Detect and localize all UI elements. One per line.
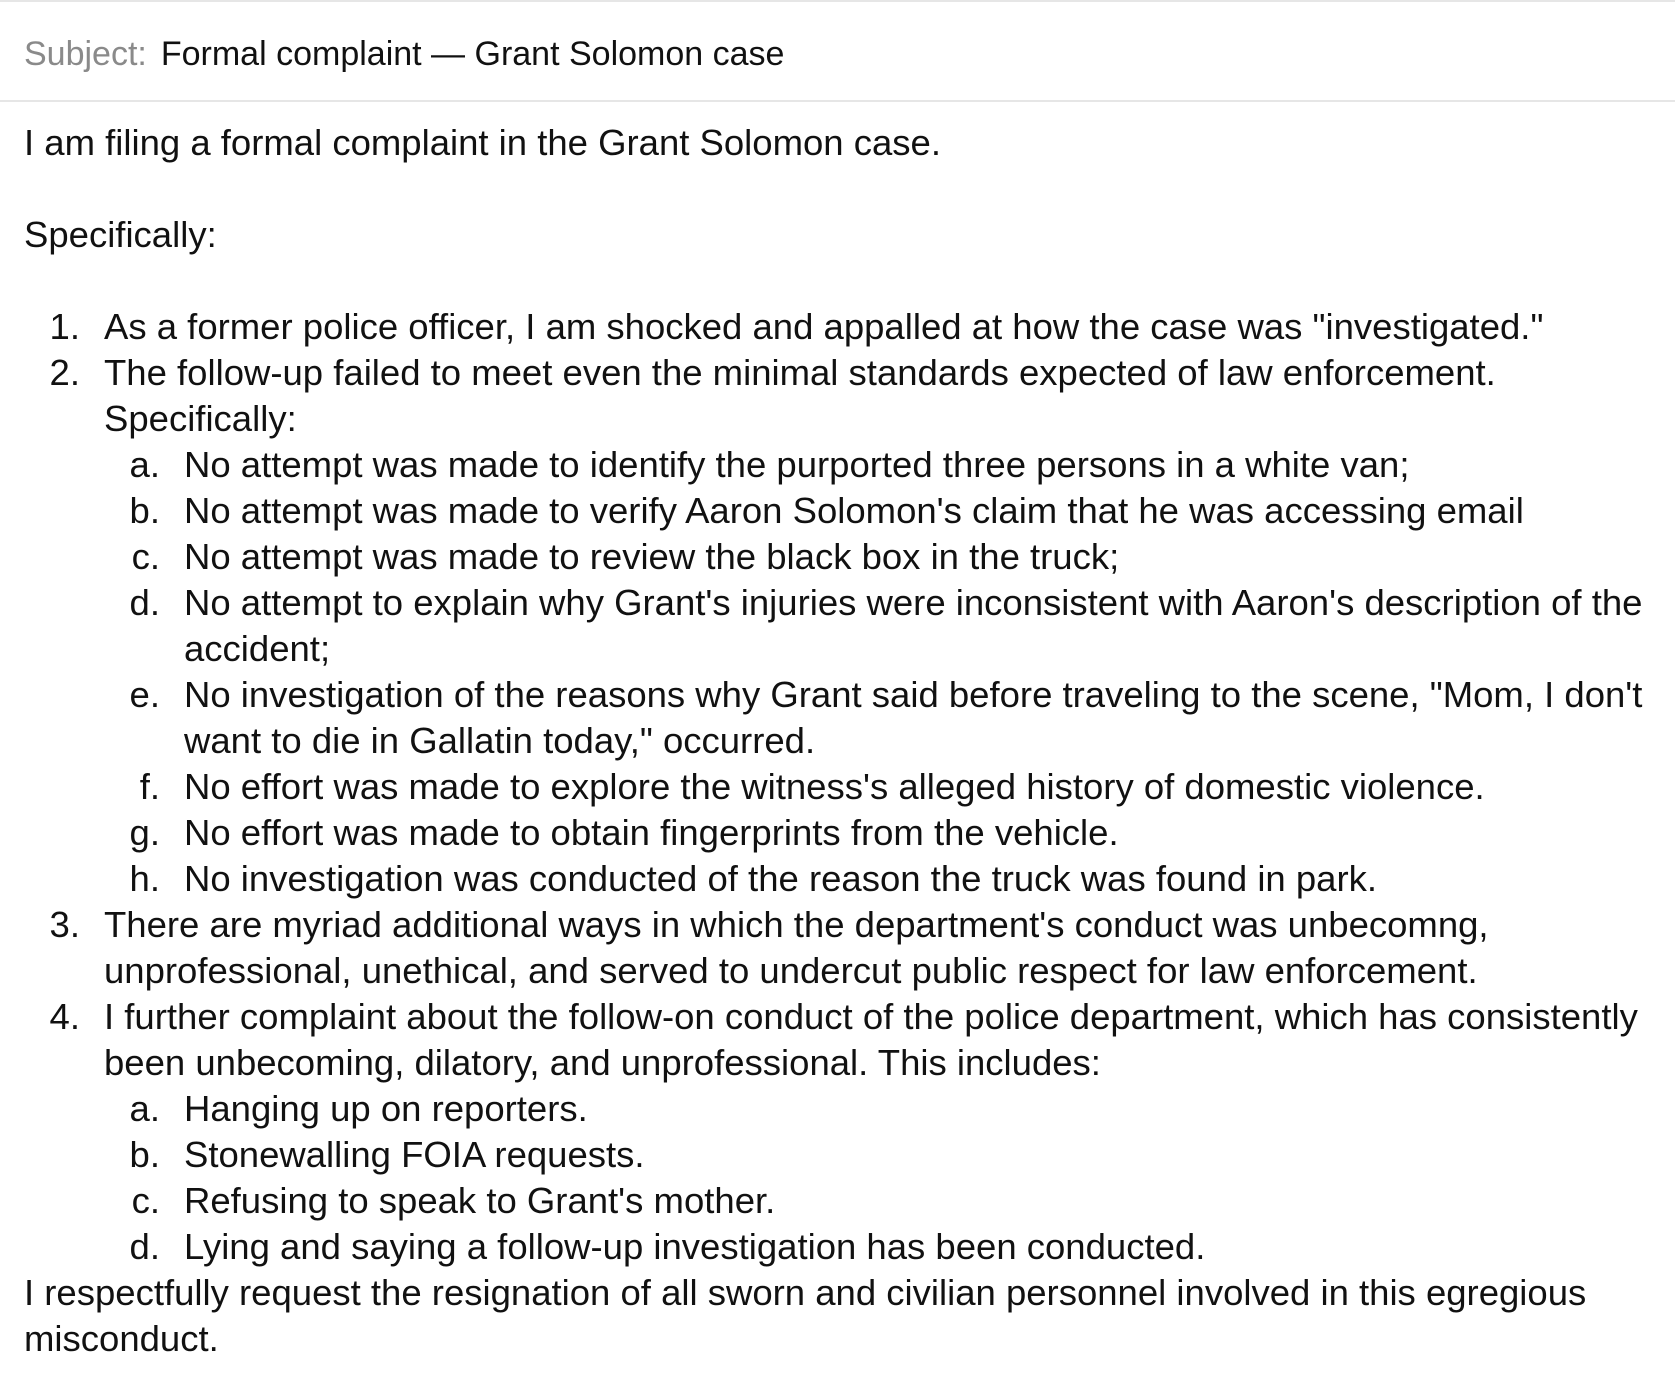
subject-label: Subject:: [24, 35, 147, 73]
sub-item-text: No investigation of the reasons why Grant said before traveling to the scene, "Mom, I don't want to die in Gallatin today," occurred.: [184, 674, 1643, 761]
specifically-heading: Specifically:: [24, 214, 217, 255]
list-item-text: The follow-up failed to meet even the minimal standards expected of law enforcement. Specifically:: [104, 352, 1496, 439]
subject-divider: [0, 100, 1675, 102]
sub-item-text: No attempt to explain why Grant's injuries were inconsistent with Aaron's description of the accident;: [184, 582, 1643, 669]
sub-item-text: No attempt was made to review the black box in the truck;: [184, 536, 1120, 577]
top-divider: [0, 0, 1675, 2]
complaint-list: [24, 304, 1664, 1270]
sub-item-letter: c.: [131, 536, 160, 577]
list-item-number: 2.: [49, 352, 80, 393]
subject-row[interactable]: [24, 30, 784, 78]
sub-list-item: [104, 580, 1664, 672]
closing-paragraph: I respectfully request the resignation of all sworn and civilian personnel involved in this egregious misconduct.: [24, 1272, 1587, 1359]
sub-item-text: Refusing to speak to Grant's mother.: [184, 1180, 776, 1221]
list-item: [24, 304, 1664, 350]
sub-list-item: [104, 488, 1664, 534]
list-item-number: 3.: [49, 904, 80, 945]
sub-item-letter: a.: [129, 1088, 160, 1129]
sub-item-text: No effort was made to obtain fingerprints from the vehicle.: [184, 812, 1119, 853]
list-item: [24, 350, 1664, 902]
list-item-text: I further complaint about the follow-on conduct of the police department, which has consistently been unbecoming, dilatory, and unprofessional. This includes:: [104, 996, 1638, 1083]
sub-item-letter: e.: [129, 674, 160, 715]
sub-item-letter: h.: [129, 858, 160, 899]
list-item: [24, 902, 1664, 994]
sub-list: [104, 442, 1664, 902]
sub-list-item: [104, 1132, 1664, 1178]
sub-item-text: No attempt was made to identify the purported three persons in a white van;: [184, 444, 1410, 485]
sub-item-letter: c.: [131, 1180, 160, 1221]
list-item-text: There are myriad additional ways in which the department's conduct was unbecomng, unprofessional, unethical, and served to undercut public respect for law enforcement.: [104, 904, 1489, 991]
sub-item-letter: b.: [129, 490, 160, 531]
sub-list-item: [104, 1178, 1664, 1224]
sub-item-text: Stonewalling FOIA requests.: [184, 1134, 645, 1175]
sub-item-letter: a.: [129, 444, 160, 485]
sub-list-item: [104, 534, 1664, 580]
intro-paragraph: I am filing a formal complaint in the Grant Solomon case.: [24, 122, 941, 163]
list-item-number: 4.: [49, 996, 80, 1037]
sub-item-text: Hanging up on reporters.: [184, 1088, 588, 1129]
sub-list-item: [104, 810, 1664, 856]
sub-item-letter: g.: [129, 812, 160, 853]
sub-list-item: [104, 1086, 1664, 1132]
sub-item-text: No attempt was made to verify Aaron Solomon's claim that he was accessing email: [184, 490, 1524, 531]
sub-list-item: [104, 856, 1664, 902]
sub-item-letter: b.: [129, 1134, 160, 1175]
subject-value[interactable]: Formal complaint — Grant Solomon case: [160, 35, 785, 73]
sub-item-letter: d.: [129, 1226, 160, 1267]
list-item-number: 1.: [49, 306, 80, 347]
blank-line: [24, 258, 1664, 304]
sub-list: [104, 1086, 1664, 1270]
sub-item-text: Lying and saying a follow-up investigation has been conducted.: [184, 1226, 1206, 1267]
sub-list-item: [104, 672, 1664, 764]
sub-item-text: No investigation was conducted of the reason the truck was found in park.: [184, 858, 1378, 899]
sub-list-item: [104, 764, 1664, 810]
sub-list-item: [104, 1224, 1664, 1270]
sub-item-text: No effort was made to explore the witness's alleged history of domestic violence.: [184, 766, 1485, 807]
sub-item-letter: f.: [139, 766, 160, 807]
list-item: [24, 994, 1664, 1270]
sub-list-item: [104, 442, 1664, 488]
blank-line: [24, 166, 1664, 212]
message-body[interactable]: [24, 120, 1664, 1362]
list-item-text: As a former police officer, I am shocked and appalled at how the case was "investigated.": [104, 306, 1544, 347]
sub-item-letter: d.: [129, 582, 160, 623]
